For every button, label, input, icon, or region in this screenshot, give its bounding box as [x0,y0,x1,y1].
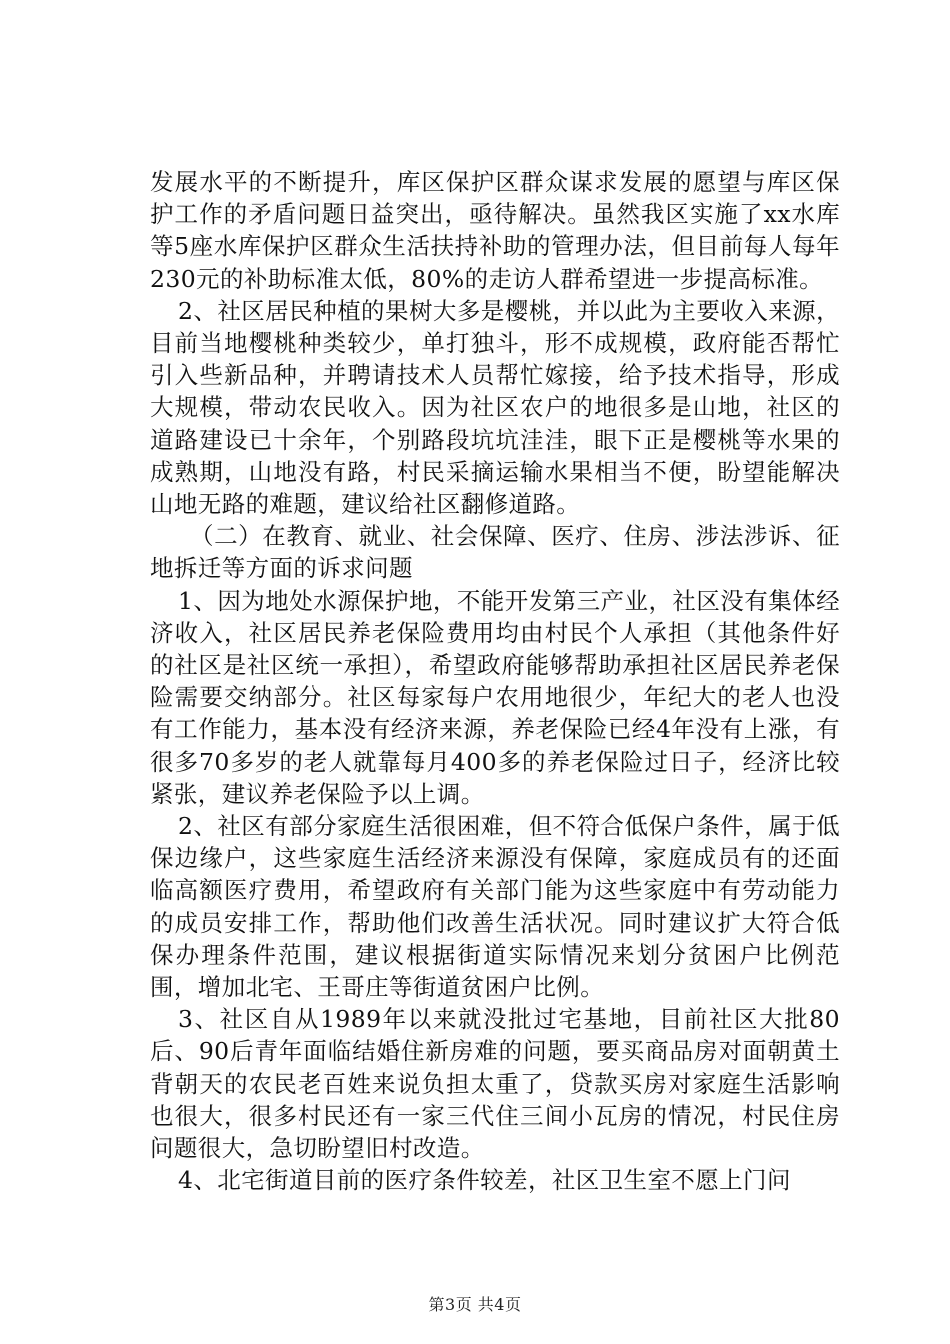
page-footer [0,1292,950,1315]
paragraph-housing: 3、社区自从1989年以来就没批过宅基地，目前社区大批80后、90后青年面临结婚住新房难的问题，要买商品房对面朝黄土背朝天的农民老百姓来说负担太重了，贷款买房对家庭生活影响也很大，很多村民还有一家三代住三间小瓦房的情况，村民住房问题很大，急切盼望旧村改造。 [150,1005,840,1163]
paragraph-medical: 4、北宅街道目前的医疗条件较差，社区卫生室不愿上门问 [178,1166,791,1195]
paragraph-cherry-roads: 2、社区居民种植的果树大多是樱桃，并以此为主要收入来源，目前当地樱桃种类较少，单打独斗，形不成规模，政府能否帮忙引入些新品种，并聘请技术人员帮忙嫁接，给予技术指导，形成大规模，带动农民收入。因为社区农户的地很多是山地，社区的道路建设已十余年，个别路段坑坑洼洼，眼下正是樱桃等水果的成熟期，山地没有路，村民采摘运输水果相当不便，盼望能解决山地无路的难题，建议给社区翻修道路。 [150,296,840,519]
page-total: 共4页 [477,1295,522,1314]
page-number: 第3页 [428,1295,473,1314]
paragraph-subsidy: 发展水平的不断提升，库区保护区群众谋求发展的愿望与库区保护工作的矛盾问题日益突出，亟待解决。虽然我区实施了xx水库等5座水库保护区群众生活扶持补助的管理办法，但目前每人每年230元的补助标准太低，80%的走访人群希望进一步提高标准。 [150,168,840,293]
paragraph-low-income: 2、社区有部分家庭生活很困难，但不符合低保户条件，属于低保边缘户，这些家庭生活经济来源没有保障，家庭成员有的还面临高额医疗费用，希望政府有关部门能为这些家庭中有劳动能力的成员安排工作，帮助他们改善生活状况。同时建议扩大符合低保办理条件范围，建议根据街道实际情况来划分贫困户比例范围，增加北宅、王哥庄等街道贫困户比例。 [150,812,840,1002]
section-heading-appeals: （二）在教育、就业、社会保障、医疗、住房、涉法涉诉、征地拆迁等方面的诉求问题 [150,522,840,583]
paragraph-pension: 1、因为地处水源保护地，不能开发第三产业，社区没有集体经济收入，社区居民养老保险费用均由村民个人承担（其他条件好的社区是社区统一承担），希望政府能够帮助承担社区居民养老保险需要交纳部分。社区每家每户农用地很少，年纪大的老人也没有工作能力，基本没有经济来源，养老保险已经4年没有上涨，有很多70多岁的老人就靠每月400多的养老保险过日子，经济比较紧张，建议养老保险予以上调。 [150,586,840,808]
document-body [150,166,840,1197]
